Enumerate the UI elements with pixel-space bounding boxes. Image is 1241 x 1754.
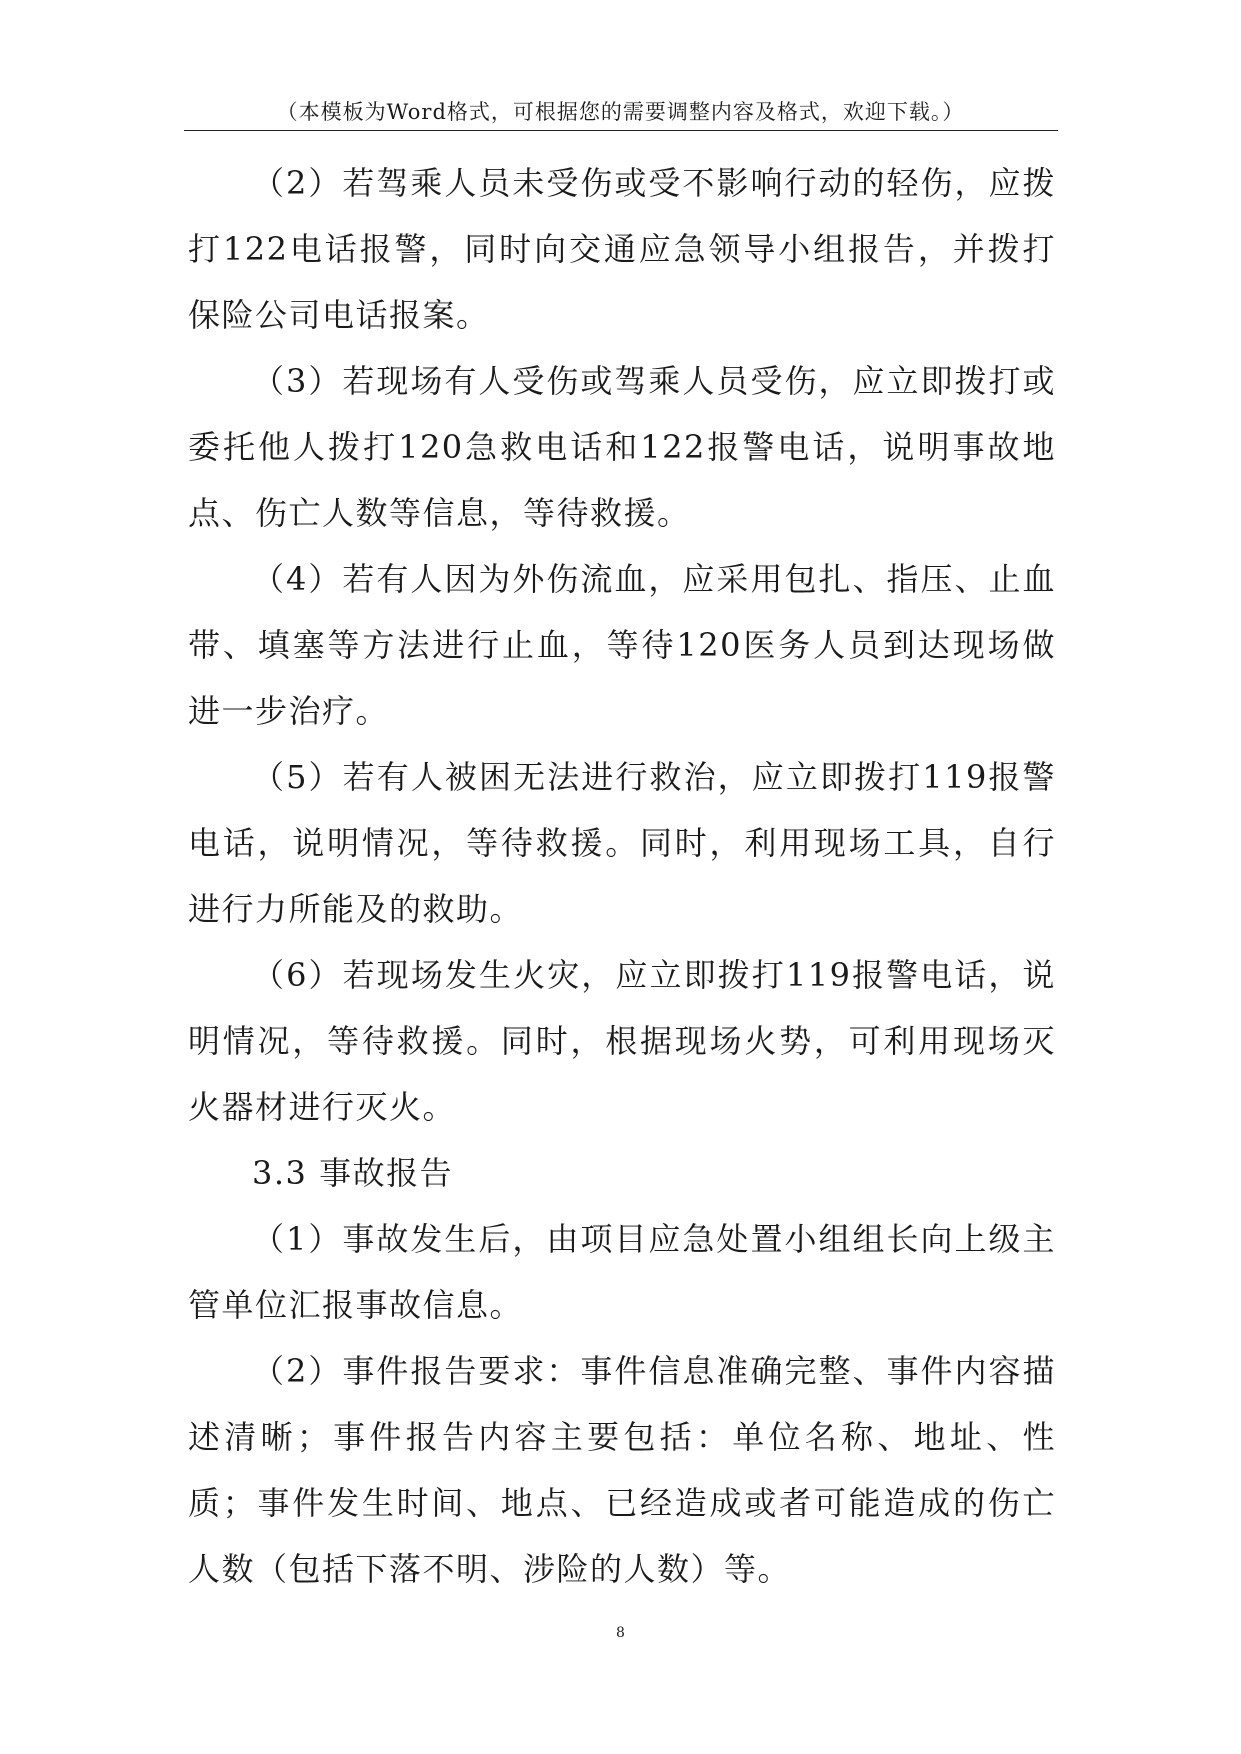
page-number: 8 xyxy=(616,1625,625,1641)
section-heading: 3.3 事故报告 xyxy=(252,1154,454,1192)
document-body xyxy=(188,150,1056,1602)
paragraph-item-3: （3）若现场有人受伤或驾乘人员受伤，应立即拨打或委托他人拨打120急救电话和122报警电话，说明事故地点、伤亡人数等信息，等待救援。 xyxy=(188,362,1056,532)
report-item-2: （2）事件报告要求：事件信息准确完整、事件内容描述清晰；事件报告内容主要包括：单位名称、地址、性质；事件发生时间、地点、已经造成或者可能造成的伤亡人数（包括下落不明、涉险的人数）等。 xyxy=(188,1352,1056,1588)
header-divider xyxy=(184,130,1058,131)
report-item-1: （1）事故发生后，由项目应急处置小组组长向上级主管单位汇报事故信息。 xyxy=(188,1220,1056,1324)
paragraph-item-4: （4）若有人因为外伤流血，应采用包扎、指压、止血带、填塞等方法进行止血，等待120医务人员到达现场做进一步治疗。 xyxy=(188,560,1056,730)
paragraph-item-6: （6）若现场发生火灾，应立即拨打119报警电话，说明情况，等待救援。同时，根据现场火势，可利用现场灭火器材进行灭火。 xyxy=(188,956,1056,1126)
paragraph-item-2: （2）若驾乘人员未受伤或受不影响行动的轻伤，应拨打122电话报警，同时向交通应急领导小组报告，并拨打保险公司电话报案。 xyxy=(188,164,1056,334)
page-header: （本模板为Word格式，可根据您的需要调整内容及格式，欢迎下载。） xyxy=(276,100,965,124)
paragraph-item-5: （5）若有人被困无法进行救治，应立即拨打119报警电话，说明情况，等待救援。同时，利用现场工具，自行进行力所能及的救助。 xyxy=(188,758,1056,928)
